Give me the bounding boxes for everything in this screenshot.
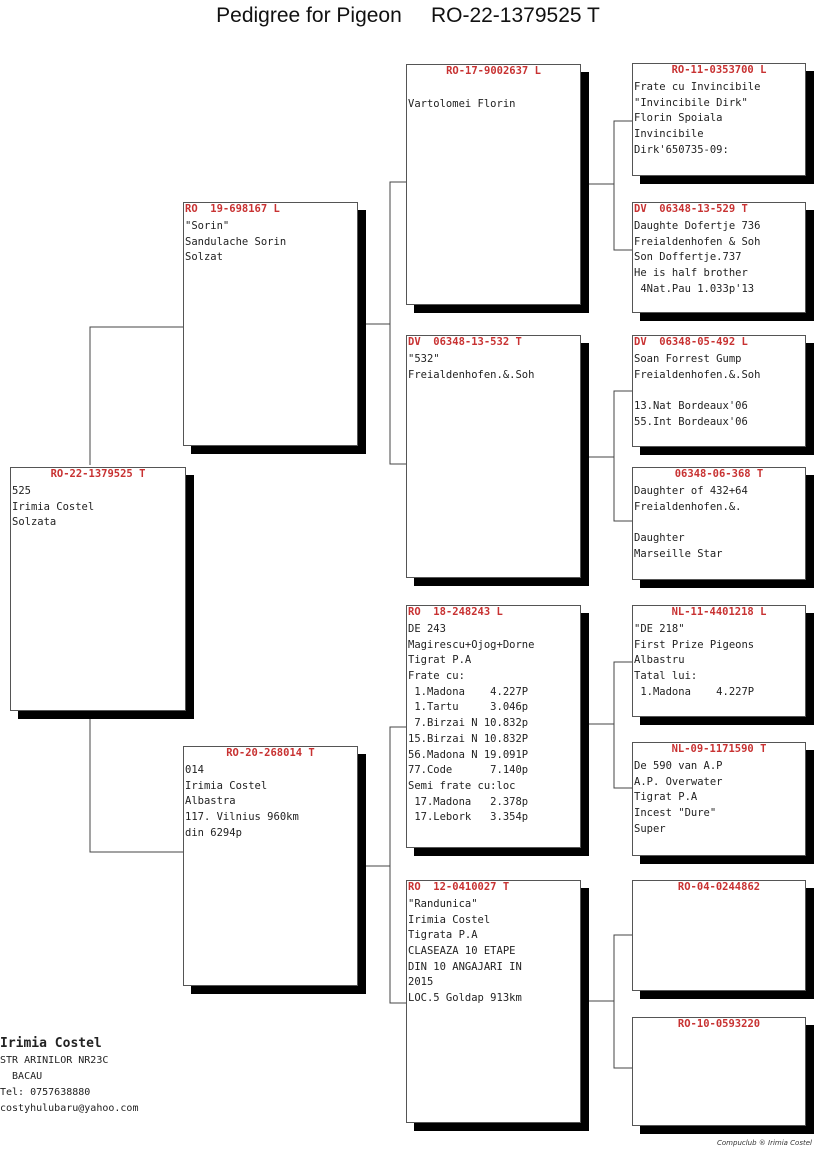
detail-line: "532" <box>408 353 440 365</box>
great-grandparent-ring-number: NL-09-1171590 T <box>671 743 767 755</box>
detail-line: A.P. Overwater <box>634 775 723 788</box>
detail-line: Irimia Costel <box>408 913 491 926</box>
detail-line: Tigrata P.A <box>408 929 478 942</box>
detail-line: Albastru <box>634 654 685 667</box>
detail-line: Sandulache Sorin <box>185 235 287 248</box>
detail-line: 525 <box>12 485 31 497</box>
detail-line: Invincibile <box>634 128 704 141</box>
great-grandparent-details <box>633 219 805 297</box>
mother-card <box>183 746 358 986</box>
subject-details <box>11 484 185 531</box>
detail-line: Irimia Costel <box>12 500 95 513</box>
detail-line: Freialdenhofen.&.Soh <box>408 368 535 381</box>
detail-line: Vartolomei Florin <box>408 97 516 110</box>
great-grandparent-card-fmf <box>632 335 806 447</box>
detail-line: 1.Madona 4.227P <box>408 685 529 698</box>
detail-line: Freialdenhofen.&.Soh <box>634 368 761 381</box>
great-grandparent-card-fmm <box>632 467 806 580</box>
detail-line: 4Nat.Pau 1.033p'13 <box>634 282 755 295</box>
great-grandparent-ring-number: RO-10-0593220 <box>677 1018 761 1030</box>
detail-line: DIN 10 ANGAJARI IN <box>408 960 522 973</box>
great-grandparent-card-mmm <box>632 1017 806 1126</box>
detail-line: First Prize Pigeons <box>634 638 755 651</box>
detail-line: Soan Forrest Gump <box>634 353 742 365</box>
great-grandparent-ring-number: RO-04-0244862 <box>677 881 761 893</box>
detail-line: 117. Vilnius 960km <box>185 811 299 824</box>
great-grandparent-ring-number: RO-11-0353700 L <box>671 64 767 76</box>
paternal-grandmother-details <box>407 352 580 383</box>
detail-line: 2015 <box>408 976 434 989</box>
detail-line: "Sorin" <box>185 220 230 232</box>
great-grandparent-details <box>633 759 805 837</box>
great-grandparent-details <box>633 352 805 430</box>
detail-line: Albastra <box>185 795 236 808</box>
detail-line: Marseille Star <box>634 547 723 560</box>
detail-line: Irimia Costel <box>185 779 268 792</box>
detail-line: Florin Spoiala <box>634 112 723 125</box>
owner-city: BACAU <box>0 1071 43 1082</box>
detail-line: 7.Birzai N 10.832p <box>408 717 529 730</box>
detail-line: Tigrat P.A <box>634 791 698 804</box>
detail-line: Frate cu: <box>408 670 465 683</box>
detail-line: 17.Madona 2.378p <box>408 795 529 808</box>
great-grandparent-ring-number: DV 06348-05-492 L <box>634 336 748 348</box>
detail-line: Solzat <box>185 251 223 264</box>
great-grandparent-card-mmf <box>632 880 806 991</box>
detail-line: Magirescu+Ojog+Dorne <box>408 638 535 651</box>
detail-line: Tigrat P.A <box>408 654 472 667</box>
great-grandparent-card-fff <box>632 63 806 176</box>
great-grandparent-card-mfm <box>632 742 806 856</box>
great-grandparent-details <box>633 622 805 700</box>
footer-credit: Compuclub ® Irimia Costel <box>717 1139 812 1147</box>
owner-address: STR ARINILOR NR23C <box>0 1055 109 1066</box>
father-card <box>183 202 358 446</box>
great-grandparent-details <box>633 484 805 562</box>
mother-ring-number: RO-20-268014 T <box>226 747 315 759</box>
great-grandparent-card-ffm <box>632 202 806 313</box>
paternal-grandfather-details <box>407 81 580 112</box>
detail-line: He is half brother <box>634 267 748 280</box>
detail-line: 56.Madona N 19.091P <box>408 748 529 761</box>
father-details <box>184 219 357 266</box>
detail-line: 1.Tartu 3.046p <box>408 701 529 714</box>
great-grandparent-card-mff <box>632 605 806 717</box>
detail-line: DE 243 <box>408 623 446 635</box>
detail-line: Daughter <box>634 532 685 545</box>
detail-line: Son Doffertje.737 <box>634 251 742 264</box>
paternal-grandmother-ring-number: DV 06348-13-532 T <box>408 336 522 348</box>
great-grandparent-ring-number: DV 06348-13-529 T <box>634 203 748 215</box>
father-ring-number: RO 19-698167 L <box>185 203 280 215</box>
detail-line: 13.Nat Bordeaux'06 <box>634 400 748 413</box>
great-grandparent-details <box>633 80 805 158</box>
detail-line: Semi frate cu:loc <box>408 779 516 792</box>
detail-line <box>408 81 580 97</box>
detail-line: Solzata <box>12 516 57 529</box>
detail-line: De 590 van A.P <box>634 760 723 772</box>
maternal-grandfather-card <box>406 605 581 848</box>
subject-ring-number: RO-22-1379525 T <box>50 468 146 480</box>
paternal-grandfather-ring-number: RO-17-9002637 L <box>446 65 541 77</box>
maternal-grandmother-ring-number: RO 12-0410027 T <box>408 881 510 893</box>
owner-phone: Tel: 0757638880 <box>0 1087 91 1098</box>
maternal-grandfather-details <box>407 622 580 826</box>
detail-line: "Invincibile Dirk" <box>634 96 748 109</box>
detail-line: "DE 218" <box>634 623 685 635</box>
maternal-grandfather-ring-number: RO 18-248243 L <box>408 606 503 618</box>
detail-line: Freialdenhofen.&. <box>634 500 742 513</box>
detail-line: Daughter of 432+64 <box>634 485 748 497</box>
owner-name: Irimia Costel <box>0 1036 102 1051</box>
owner-email: costyhulubaru@yahoo.com <box>0 1103 139 1114</box>
maternal-grandmother-details <box>407 897 580 1007</box>
detail-line: Frate cu Invincibile <box>634 81 761 93</box>
detail-line <box>634 515 805 531</box>
great-grandparent-ring-number: NL-11-4401218 L <box>671 606 767 618</box>
detail-line: 1.Madona 4.227P <box>634 685 755 698</box>
page-title: Pedigree for Pigeon RO-22-1379525 T <box>216 4 600 27</box>
paternal-grandfather-card <box>406 64 581 305</box>
detail-line: 014 <box>185 764 204 776</box>
maternal-grandmother-card <box>406 880 581 1123</box>
detail-line: Freialdenhofen & Soh <box>634 235 761 248</box>
great-grandparent-ring-number: 06348-06-368 T <box>674 468 764 480</box>
detail-line: CLASEAZA 10 ETAPE <box>408 945 516 958</box>
detail-line: LOC.5 Goldap 913km <box>408 992 522 1005</box>
detail-line: Incest "Dure" <box>634 807 717 820</box>
detail-line: 55.Int Bordeaux'06 <box>634 415 748 428</box>
mother-details <box>184 763 357 841</box>
detail-line: Super <box>634 822 666 835</box>
detail-line: 17.Lebork 3.354p <box>408 811 529 824</box>
detail-line: 15.Birzai N 10.832P <box>408 732 529 745</box>
paternal-grandmother-card <box>406 335 581 578</box>
detail-line: Tatal lui: <box>634 670 698 683</box>
detail-line: Dirk'650735-09: <box>634 143 729 156</box>
detail-line: Daughte Dofertje 736 <box>634 220 761 232</box>
owner-contact-block <box>0 1035 138 1117</box>
detail-line: 77.Code 7.140p <box>408 764 529 777</box>
detail-line <box>634 383 805 399</box>
detail-line: "Randunica" <box>408 898 478 910</box>
detail-line: din 6294p <box>185 826 242 839</box>
subject-pigeon-card <box>10 467 186 711</box>
